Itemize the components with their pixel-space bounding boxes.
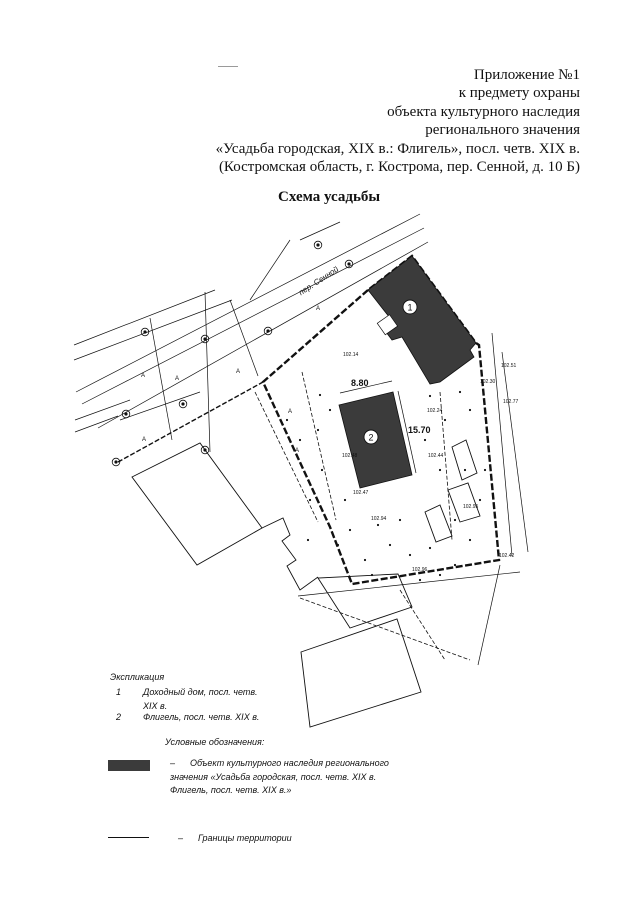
building-number: 2 [368,432,374,443]
elevation-mark: 102.44 [428,453,444,459]
building-number: 1 [407,302,413,313]
building-1-marker [403,300,417,314]
survey-point [429,395,431,397]
zone-line [300,598,470,660]
survey-line [250,240,290,300]
explication-item-text: Доходный дом, посл. четв. [143,687,258,697]
appendix-object-name: «Усадьба городская, XIX в.: Флигель», посл. четв. XIX в. [215,140,580,157]
appendix-header [216,66,580,176]
neighbour-boundary-line [118,382,263,462]
appendix-object-significance: регионального значения [425,122,580,139]
outbuilding [448,483,480,522]
outbuilding [452,440,477,480]
survey-point [439,574,441,576]
appendix-object-address: (Костромская область, г. Кострома, пер. Сенной, д. 10 Б) [218,159,580,176]
legend-object-text: значения «Усадьба городская, посл. четв. XIX в. [170,772,377,782]
tree-trunk [181,402,184,405]
survey-line [205,292,210,452]
tree-icon [314,241,322,249]
line-marker: А [175,376,180,382]
elevation-mark: 102.48 [342,453,358,459]
survey-point [454,519,456,521]
line-marker: А [295,448,300,454]
survey-point [286,419,288,421]
survey-point [307,539,309,541]
elevation-mark: 102.14 [343,352,359,358]
page-title: Схема усадьбы [278,189,381,205]
survey-line [75,416,118,432]
legend-dash: – [178,833,184,843]
elevation-mark: 102.42 [499,553,515,559]
tree-trunk [114,460,117,463]
tree-trunk [124,412,127,415]
street-name-label: пер. Сенной [297,264,341,298]
survey-point [377,524,379,526]
survey-point [409,554,411,556]
survey-point [337,544,339,546]
road-edge-line [502,352,528,552]
explication-item-number: 1 [116,687,122,697]
elevation-mark: 102.94 [371,516,387,522]
survey-line [120,392,200,420]
tree-icon [201,446,209,454]
survey-point [459,391,461,393]
survey-line [74,300,232,360]
explication-item-text: Флигель, посл. четв. XIX в. [143,712,260,722]
explication-item-text: XIX в. [143,701,168,711]
survey-line [230,300,258,376]
elevation-mark: 102.96 [412,567,428,573]
survey-line [300,222,340,240]
survey-point [429,547,431,549]
survey-point [299,439,301,441]
tree-trunk [266,329,269,332]
line-marker: А [236,369,241,375]
survey-point [454,564,456,566]
survey-line [150,318,172,440]
building-2-length-label: 15.70 [408,425,431,435]
boundary-line-swatch [108,837,149,838]
stepped-outline [262,518,318,590]
tree-trunk [203,448,206,451]
line-marker: А [316,306,321,312]
survey-point [479,499,481,501]
outbuilding [425,505,452,542]
survey-point [389,544,391,546]
elevation-mark: 102.95 [463,504,479,510]
legend-object-text: Объект культурного наследия регионального [190,758,389,768]
building-2-marker [364,430,378,444]
legend-object-text: Флигель, посл. четв. XIX в.» [170,785,292,795]
survey-point [309,499,311,501]
appendix-number: Приложение №1 [473,67,580,83]
explication-item-number: 2 [116,712,122,722]
tree-trunk [203,337,206,340]
survey-point [484,469,486,471]
explication-title: Экспликация [110,672,165,682]
elevation-mark: 102.30 [480,379,496,385]
survey-point [444,419,446,421]
elevation-mark: 102.51 [501,363,517,369]
tree-trunk [316,243,319,246]
survey-point [321,469,323,471]
tree-symbols [112,241,353,466]
elevation-mark: 102.77 [503,399,519,405]
legend-boundary-text: Границы территории [198,833,292,843]
line-markers [141,306,320,454]
tree-icon [179,400,187,408]
legend-title: Условные обозначения: [165,737,265,747]
survey-point [399,519,401,521]
zone-line [440,392,452,540]
street-edge-line [82,228,424,404]
legend-dash: – [170,758,176,768]
survey-point [329,409,331,411]
survey-point [419,579,421,581]
street-edge-line [76,214,420,392]
appendix-object-type: объекта культурного наследия [387,103,580,120]
survey-point [424,439,426,441]
survey-point [319,394,321,396]
survey-point [469,539,471,541]
tree-trunk [143,330,146,333]
tree-trunk [347,262,350,265]
neighbour-plots [132,440,480,727]
appendix-subject: к предмету охраны [458,85,580,102]
line-marker: А [288,409,293,415]
line-marker: А [142,437,147,443]
elevation-mark: 102.24 [427,408,443,414]
elevation-mark: 102.47 [353,490,369,496]
survey-point [317,429,319,431]
survey-point [344,499,346,501]
zone-line [302,372,336,520]
line-marker: А [141,373,146,379]
survey-point [439,469,441,471]
survey-point [464,469,466,471]
survey-line [478,565,500,665]
site-plan [60,210,540,740]
neighbour-plot-west [132,443,262,565]
survey-point [469,409,471,411]
survey-point [364,559,366,561]
survey-point [349,529,351,531]
heritage-object-swatch [108,760,150,771]
survey-point [371,574,373,576]
zone-line [255,392,318,522]
building-2-width-label: 8.80 [351,378,369,388]
survey-line [74,290,215,345]
